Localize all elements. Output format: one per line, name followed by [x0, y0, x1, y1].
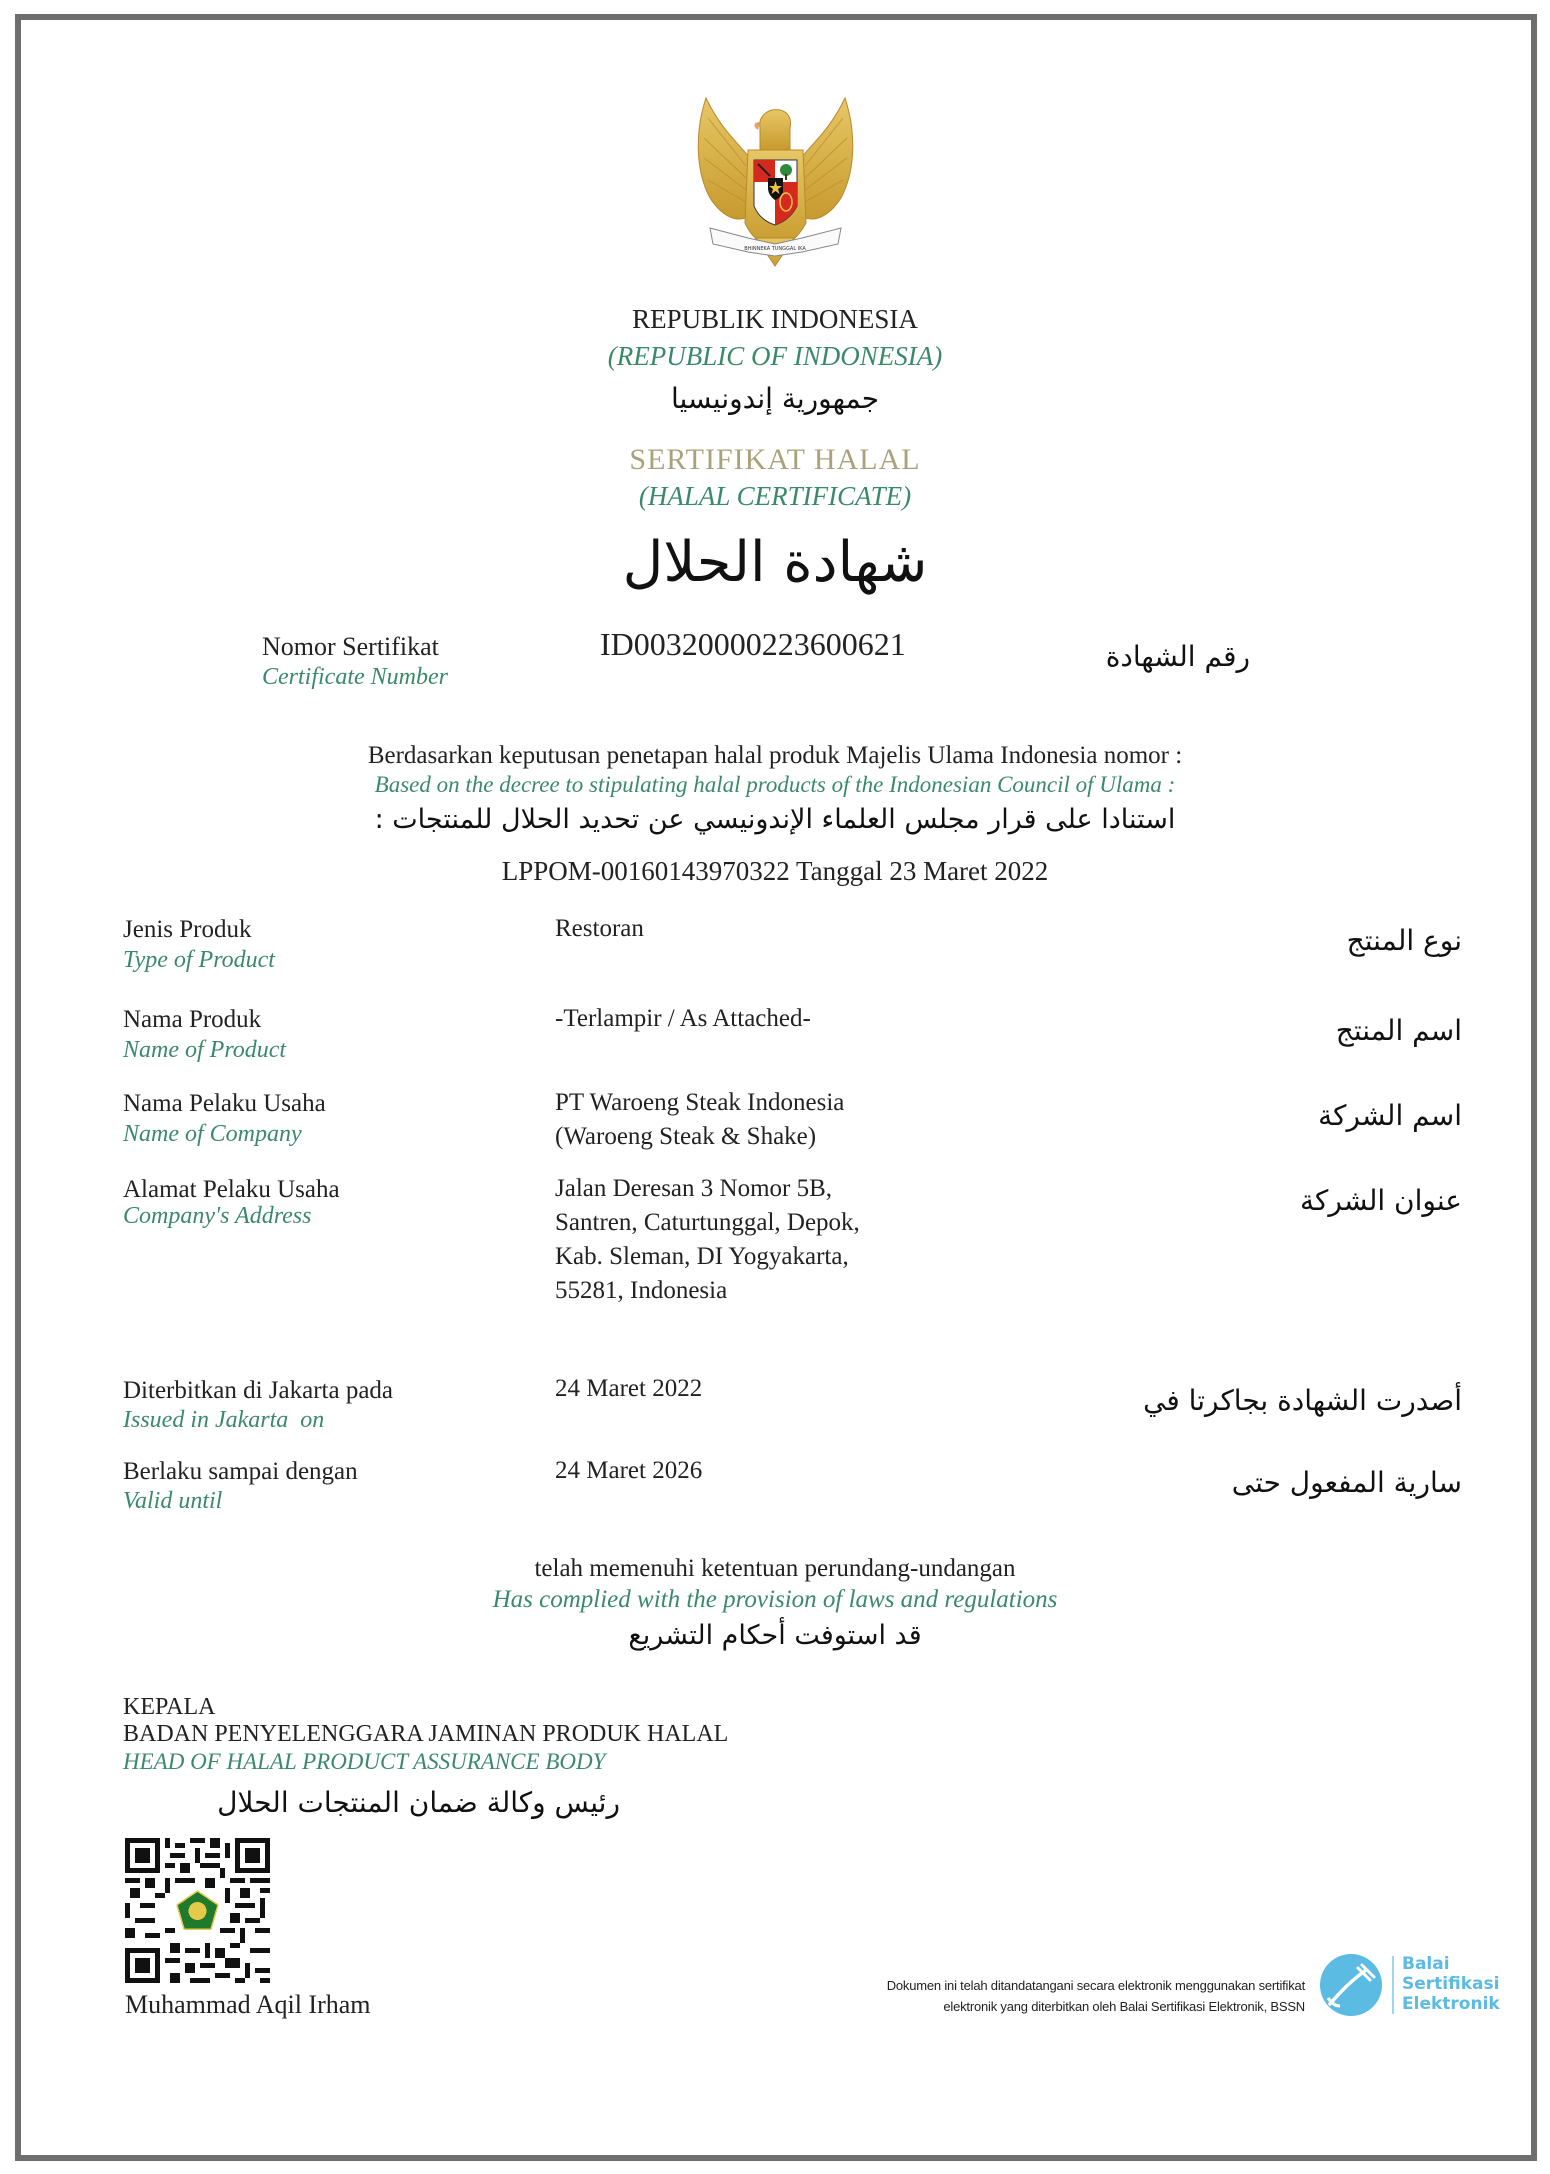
date-label-ar: أصدرت الشهادة بجاكرتا في [1143, 1384, 1462, 1417]
date-label-id: Berlaku sampai dengan [123, 1458, 358, 1485]
date-label-ar: سارية المفعول حتى [1231, 1466, 1462, 1499]
esign-notice-line-2: elektronik yang diterbitkan oleh Balai Sertifikasi Elektronik, BSSN [943, 1999, 1305, 2014]
field-value: -Terlampir / As Attached- [555, 1005, 811, 1032]
bsre-logo-line-3: Elektronik [1402, 1994, 1500, 2014]
field-label-id: Jenis Produk [123, 916, 252, 943]
certificate-title-en: (HALAL CERTIFICATE) [638, 481, 912, 511]
field-label-ar: اسم المنتج [1335, 1014, 1462, 1047]
date-label-id: Diterbitkan di Jakarta pada [123, 1377, 394, 1404]
decree-text-id: Berdasarkan keputusan penetapan halal produk Majelis Ulama Indonesia nomor : [367, 742, 1183, 769]
field-label-en: Company's Address [123, 1203, 312, 1229]
field-value: Jalan Deresan 3 Nomor 5B, Santren, Caturtunggal, Depok, Kab. Sleman, DI Yogyakarta, 55281, Indonesia [555, 1175, 860, 1304]
decree-reference: LPPOM-00160143970322 Tanggal 23 Maret 2022 [501, 856, 1049, 886]
compliance-text-ar: قد استوفت أحكام التشريع [628, 1620, 922, 1651]
certificate-number-label-id: Nomor Sertifikat [262, 632, 439, 661]
field-label-id: Alamat Pelaku Usaha [123, 1176, 340, 1203]
qr-code[interactable] [125, 1838, 270, 1983]
bsre-logo-line-1: Balai [1402, 1954, 1450, 1974]
bsre-logo-line-2: Sertifikasi [1402, 1974, 1500, 1994]
signatory-name: Muhammad Aqil Irham [125, 1990, 371, 2019]
signatory-title-1: KEPALA [123, 1694, 216, 1720]
decree-text-ar: استنادا على قرار مجلس العلماء الإندونيسي عن تحديد الحلال للمنتجات : [374, 804, 1176, 835]
decree-text-en: Based on the decree to stipulating halal products of the Indonesian Council of Ulama : [374, 772, 1176, 797]
esign-notice-line-1: Dokumen ini telah ditandatangani secara elektronik menggunakan sertifikat [886, 1978, 1305, 1993]
signatory-title-2: BADAN PENYELENGGARA JAMINAN PRODUK HALAL [123, 1721, 729, 1747]
bsre-emblem-icon [1318, 1952, 1384, 2018]
field-value: PT Waroeng Steak Indonesia (Waroeng Steak & Shake) [555, 1089, 845, 1150]
compliance-text-en: Has complied with the provision of laws and regulations [492, 1586, 1058, 1613]
date-value: 24 Maret 2022 [555, 1375, 703, 1402]
country-name-ar: جمهورية إندونيسيا [670, 382, 880, 415]
field-label-en: Type of Product [123, 947, 275, 973]
emblem-motto: BHINNEKA TUNGGAL IKA [744, 246, 806, 252]
signatory-title-ar: رئيس وكالة ضمان المنتجات الحلال [217, 1786, 620, 1819]
date-label-en: Valid until [123, 1488, 223, 1514]
certificate-title-ar: شهادة الحلال [622, 530, 928, 595]
date-value: 24 Maret 2026 [555, 1457, 703, 1484]
certificate-number-value: ID00320000223600621 [600, 626, 906, 662]
field-label-en: Name of Company [123, 1121, 302, 1147]
field-label-id: Nama Produk [123, 1006, 262, 1033]
certificate-title-id: SERTIFIKAT HALAL [629, 443, 921, 476]
signatory-title-en: HEAD OF HALAL PRODUCT ASSURANCE BODY [123, 1749, 606, 1774]
field-label-ar: عنوان الشركة [1300, 1184, 1462, 1217]
field-label-en: Name of Product [123, 1037, 287, 1063]
certificate-number-label-en: Certificate Number [262, 664, 448, 690]
country-name-en: (REPUBLIC OF INDONESIA) [607, 341, 943, 371]
certificate-number-label-ar: رقم الشهادة [1105, 640, 1250, 673]
compliance-text-id: telah memenuhi ketentuan perundang-undangan [534, 1555, 1016, 1582]
field-label-ar: نوع المنتج [1346, 924, 1462, 957]
bsre-logo [1318, 1950, 1518, 2020]
garuda-emblem-icon [688, 88, 863, 268]
field-label-id: Nama Pelaku Usaha [123, 1090, 326, 1117]
field-value: Restoran [555, 915, 644, 942]
country-name-id: REPUBLIK INDONESIA [632, 304, 918, 334]
date-label-en: Issued in Jakarta on [123, 1407, 325, 1433]
field-label-ar: اسم الشركة [1318, 1099, 1462, 1132]
